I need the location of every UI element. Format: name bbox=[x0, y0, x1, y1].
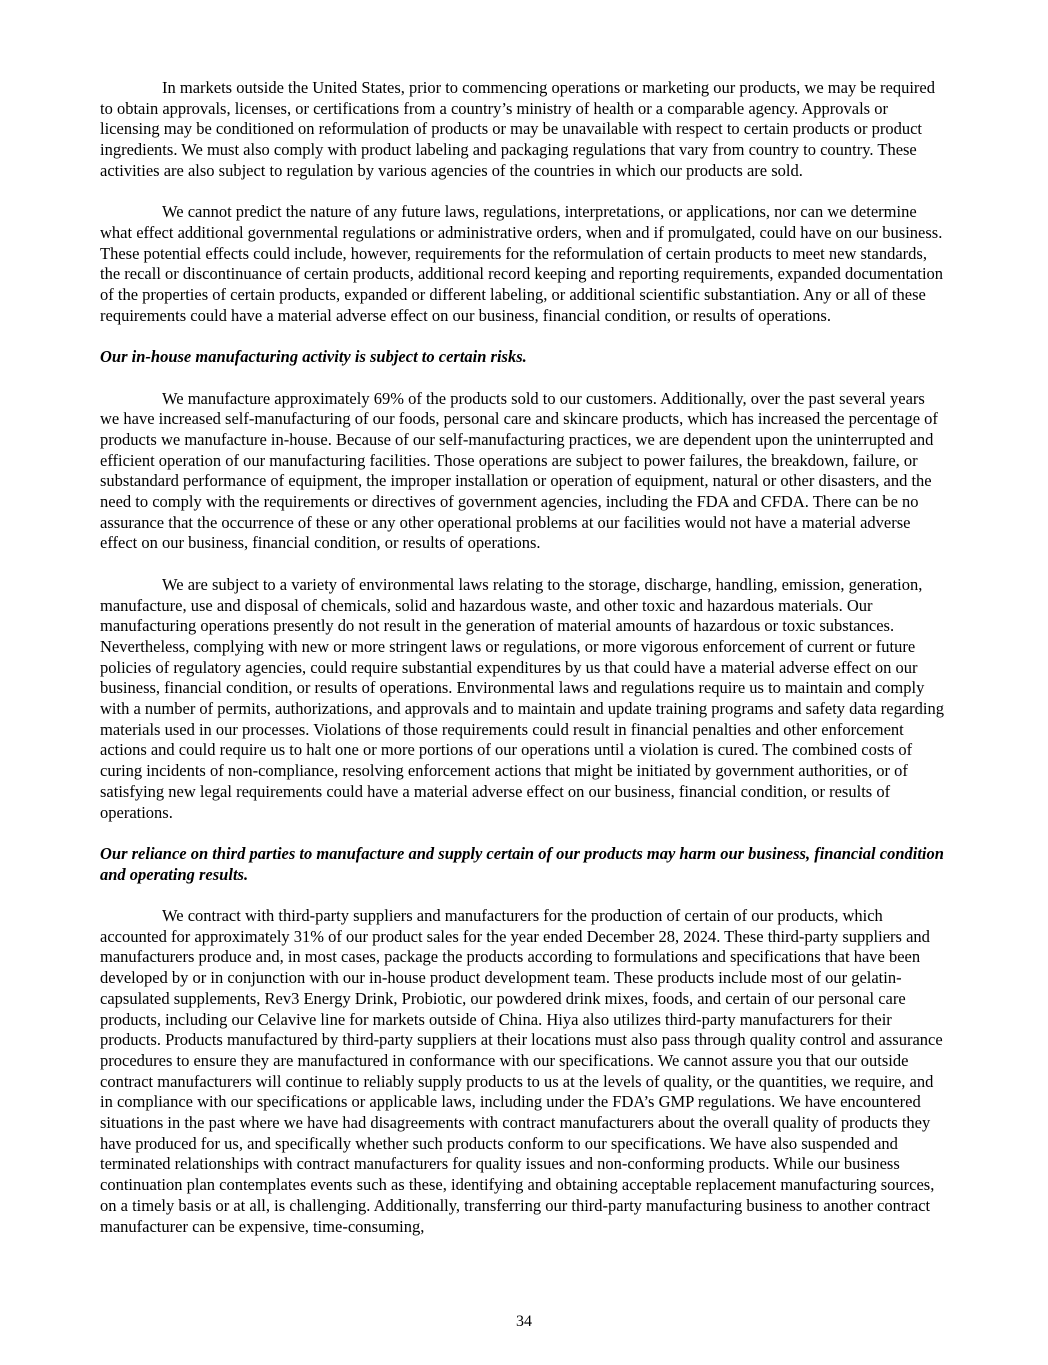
paragraph-environmental-laws: We are subject to a variety of environmental laws relating to the storage, discharge, handling, emission, generation, manufacture, use and disposal of chemicals, solid and hazardous waste, and other toxic and hazardous materials. Our manufacturing operations presently do not result in the generation of material amounts of hazardous or toxic substances. Nevertheless, complying with new or more stringent laws or regulations, or more vigorous enforcement of current or future policies of regulatory agencies, could require substantial expenditures by us that could have a material adverse effect on our business, financial condition, or results of operations. Environmental laws and regulations require us to maintain and comply with a number of permits, authorizations, and approvals and to maintain and update training programs and safety data regarding materials used in our processes. Violations of those requirements could result in financial penalties and other enforcement actions and could require us to halt one or more portions of our operations until a violation is cured. The combined costs of curing incidents of non-compliance, resolving enforcement actions that might be initiated by government authorities, or of satisfying new legal requirements could have a material adverse effect on our business, financial condition, or results of operations. bbox=[100, 574, 944, 822]
paragraph-future-laws: We cannot predict the nature of any future laws, regulations, interpretations, or applications, nor can we determine what effect additional governmental regulations or administrative orders, when and if promulgated, could have on our business. These potential effects could include, however, requirements for the reformulation of certain products to meet new standards, the recall or discontinuance of certain products, additional record keeping and reporting requirements, expanded documentation of the properties of certain products, expanded or different labeling, or additional scientific substantiation. Any or all of these requirements could have a material adverse effect on our business, financial condition, or results of operations. bbox=[100, 202, 944, 325]
page-number: 34 bbox=[516, 1313, 532, 1330]
risk-heading-third-party-reliance: Our reliance on third parties to manufacture and supply certain of our products may harm our business, financial condition and operating results. bbox=[100, 843, 944, 884]
paragraph-international-approvals: In markets outside the United States, prior to commencing operations or marketing our products, we may be required to obtain approvals, licenses, or certifications from a country’s ministry of health or a comparable agency. Approvals or licensing may be conditioned on reformulation of products or may be unavailable with respect to certain products or product ingredients. We must also comply with product labeling and packaging regulations that vary from country to country. These activities are also subject to regulation by various agencies of the countries in which our products are sold. bbox=[100, 78, 936, 180]
paragraph-manufacturing-risks: We manufacture approximately 69% of the products sold to our customers. Additionally, over the past several years we have increased self-manufacturing of our foods, personal care and skincare products, which has increased the percentage of products we manufacture in-house. Because of our self-manufacturing practices, we are dependent upon the uninterrupted and efficient operation of our manufacturing facilities. Those operations are subject to power failures, the breakdown, failure, or substandard performance of equipment, the improper installation or operation of equipment, natural or other disasters, and the need to comply with the requirements or directives of government agencies, including the FDA and CFDA. There can be no assurance that the occurrence of these or any other operational problems at our facilities would not have a material adverse effect on our business, financial condition, or results of operations. bbox=[100, 388, 938, 553]
risk-heading-inhouse-manufacturing: Our in-house manufacturing activity is subject to certain risks. bbox=[100, 347, 527, 367]
paragraph-third-party-suppliers: We contract with third-party suppliers and manufacturers for the production of certain of our products, which accounted for approximately 31% of our product sales for the year ended December 28, 2024. These third-party suppliers and manufacturers produce and, in most cases, package the products according to formulations and specifications that have been developed by or in conjunction with our in-house product development team. These products include most of our gelatin-capsulated supplements, Rev3 Energy Drink, Probiotic, our powdered drink mixes, foods, and certain of our personal care products, including our Celavive line for markets outside of China. Hiya also utilizes third-party manufacturers for their products. Products manufactured by third-party suppliers at their locations must also pass through quality control and assurance procedures to ensure they are manufactured in conformance with our specifications. We cannot assure you that our outside contract manufacturers will continue to reliably supply products to us at the levels of quality, or the quantities, we require, and in compliance with our specifications or applicable laws, including under the FDA’s GMP regulations. We have encountered situations in the past where we have had disagreements with contract manufacturers about the overall quality of products they have produced for us, and specifically whether such products conform to our specifications. We have also suspended and terminated relationships with contract manufacturers for quality issues and non-conforming products. While our business continuation plan contemplates events such as these, identifying and obtaining acceptable replacement manufacturing sources, on a timely basis or at all, is challenging. Additionally, transferring our third-party manufacturing business to another contract manufacturer can be expensive, time-consuming, bbox=[100, 906, 943, 1236]
